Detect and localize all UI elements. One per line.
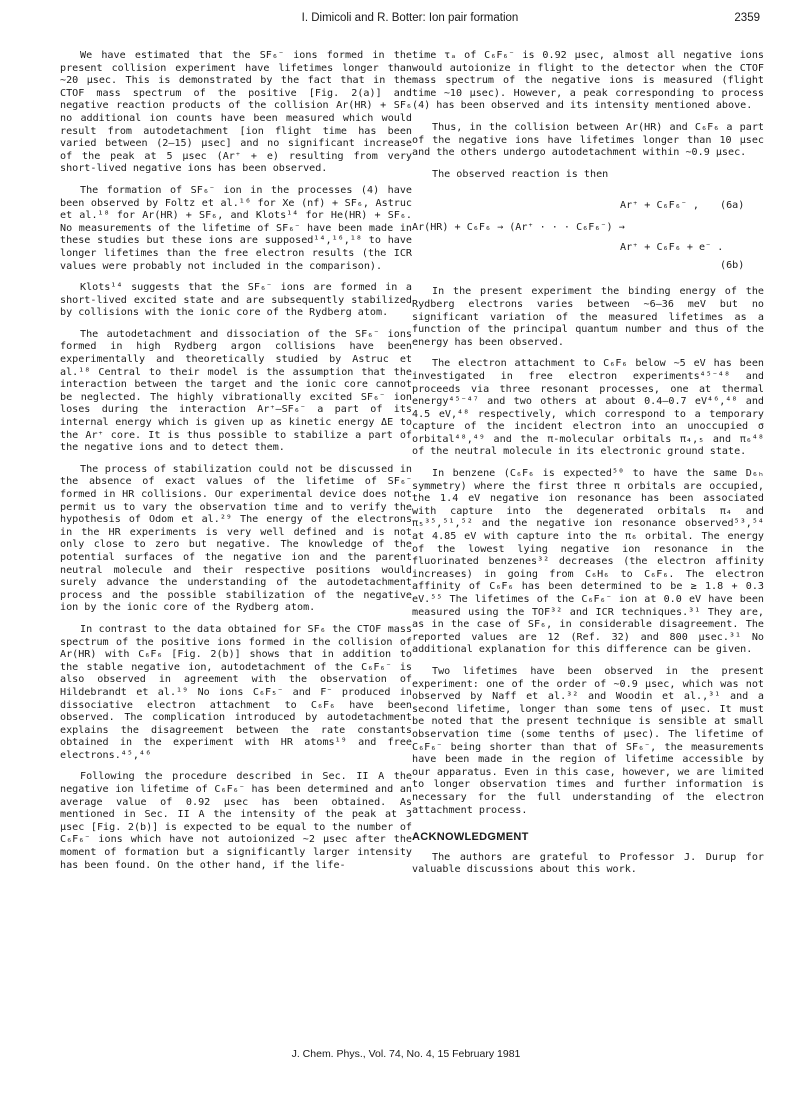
paragraph: Following the procedure described in Sec. II A the negative ion lifetime of C₆F₆⁻ has been determined and an average value of 0.92 μsec has been obtained. As mentioned in Sec. II A the intensity of the peak at 3 μsec [Fig. 2(b)] is expected to be equal to the number of C₆F₆⁻ ions which have not autoionized ~2 μsec after the moment of formation but a significantly larger intensity has been found. On the other hand, if the life-	[60, 771, 412, 871]
paragraph: We have estimated that the SF₆⁻ ions formed in the present collision experiment have lifetimes longer than ~20 μsec. This is demonstrated by the fact that in the CTOF mass spectrum of the positive [Fig. 2(a)] and negative reaction products of the collision Ar(HR) + SF₆ no additional ion counts have been measured which would result from autodetachment [ion flight time has been varied between (2–15) μsec] and no significant increase of the peak at 5 μsec (Ar⁺ + e) resulting from very short-lived negative ions has been observed.	[60, 50, 412, 175]
paragraph: Two lifetimes have been observed in the present experiment: one of the order of ~0.9 μsec, which was not observed by Naff et al.³² and Woodin et al.,³¹ and a second lifetime, longer than some tens of μsec. It must be noted that the present technique is sensible at small observation time (some tenths of μsec). The lifetime of C₆F₆⁻ being shorter than that of SF₆⁻, the measurements have been made in the region of lifetime accessible by our apparatus. Even in this case, however, we are limited to longer observation times and further information is necessary for the full understanding of the electron attachment process.	[412, 665, 764, 816]
equation-branch-b: Ar⁺ + C₆F₆ + e⁻ .	[620, 242, 724, 254]
acknowledgment-heading: ACKNOWLEDGMENT	[412, 831, 529, 844]
paragraph: Thus, in the collision between Ar(HR) and C₆F₆ a part of the negative ions have lifetimes longer than 10 μsec and the others undergo autodetachment within ~0.9 μsec.	[412, 121, 764, 159]
page-number: 2359	[734, 12, 760, 24]
paragraph: The formation of SF₆⁻ ion in the processes (4) have been observed by Foltz et al.¹⁶ for Xe (nf) + SF₆, Astruc et al.¹⁸ for Ar(HR) + SF₆, and Klots¹⁴ for He(HR) + SF₆. No measurements of the lifetime of SF₆⁻ have been made in these studies but these ions are supposed¹⁴,¹⁶,¹⁸ to have longer lifetimes than the free electron results (the ICR values were probably not included in the comparison).	[60, 184, 412, 272]
right-column	[412, 50, 764, 886]
equation-lhs: Ar(HR) + C₆F₆ → (Ar⁺ · · · C₆F₆⁻) →	[412, 222, 625, 234]
paragraph: In contrast to the data obtained for SF₆ the CTOF mass spectrum of the positive ions formed in the collision of Ar(HR) with C₆F₆ [Fig. 2(b)] shows that in addition to the stable negative ion, autodetachment of the C₆F₆⁻ is also observed in agreement with the observation of Hildebrandt et al.¹⁹ No ions C₆F₅⁻ and F⁻ produced in dissociative electron attachment to C₆F₆ have been observed. The complication introduced by autodetachment explains the disagreement between the rate constants obtained in the experiment with HR atoms¹⁹ and free electrons.⁴⁵,⁴⁶	[60, 623, 412, 761]
reaction-equation	[412, 190, 764, 276]
equation-label-b: (6b)	[720, 260, 745, 272]
paragraph: In the present experiment the binding energy of the Rydberg electrons varies between ~6–36 meV but no significant variation of the measured lifetimes as a function of the principal quantum number and thus of the energy has been observed.	[412, 286, 764, 348]
left-column	[60, 50, 412, 881]
paragraph: Klots¹⁴ suggests that the SF₆⁻ ions are formed in a short-lived excited state and are subsequently stabilized by collisions with the ionic core of the Rydberg atom.	[60, 282, 412, 319]
paragraph: The observed reaction is then	[432, 168, 609, 180]
paragraph: In benzene (C₆F₆ is expected⁵⁰ to have the same D₆ₕ symmetry) where the first three π orbitals are occupied, the 1.4 eV negative ion resonance has been associated with capture into the degenerated orbitals π₄ and π₅³⁵,⁵¹,⁵² and the negative ion resonance observed⁵³,⁵⁴ at 4.85 eV with capture into the π₆ orbital. The energy of the lowest lying negative ion resonance in the fluorinated benzenes³² decreases (the electron affinity increases) in going from C₆H₆ to C₆F₆. The electron affinity of C₆F₆ has been determined to be ≥ 1.8 + 0.3 eV.⁵⁵ The lifetimes of the C₆F₆⁻ ion at 0.0 eV have been measured using the TOF³² and ICR techniques.³¹ They are, as in the case of SF₆, in considerable disagreement. The reported values are 12 (Ref. 32) and 800 μsec.³¹ No additional explanation for this difference can be given.	[412, 468, 764, 656]
running-title: I. Dimicoli and R. Botter: Ion pair formation	[301, 12, 519, 24]
paragraph: The autodetachment and dissociation of the SF₆⁻ ions formed in high Rydberg argon collisions have been experimentally and theoretically studied by Astruc et al.¹⁸ Central to their model is the assumption that the interaction between the target and the ionic core cannot be neglected. The highly vibrationally excited SF₆⁻ ion loses during the interaction Ar⁺–SF₆⁻ a part of its internal energy which is given up as kinetic energy ΔE to the Ar⁺ core. It is thus possible to stabilize a part of the negative ions and to detect them.	[60, 328, 412, 454]
paragraph: The process of stabilization could not be discussed in the absence of exact values of the lifetime of SF₆⁻ formed in HR collisions. Our experimental device does not permit us to vary the observation time and to verify the hypothesis of Odom et al.²⁹ The energy of the electrons in the HR experiments is very well defined and is not only close to zero but negative. The knowledge of the potential surfaces of the negative ion and the parent neutral molecule and their respective positions would surely advance the understanding of the autodetachment process and the possible stabilization of the negative ion by the ionic core of the Rydberg atom.	[60, 463, 412, 614]
paragraph: The electron attachment to C₆F₆ below ~5 eV has been investigated in free electron experiments⁴⁵⁻⁴⁸ and proceeds via three resonant processes, one at thermal energy⁴⁵⁻⁴⁷ and two others at about 0.4–0.7 eV⁴⁶,⁴⁸ and 4.5 eV,⁴⁸ respectively, which correspond to a temporary capture of the incident electron into an unoccupied σ orbital⁴⁸,⁴⁹ and the π-molecular orbitals π₄,₅ and π₆⁴⁸ of the neutral molecule in its electronic ground state.	[412, 358, 764, 458]
running-header	[60, 12, 760, 32]
journal-footer: J. Chem. Phys., Vol. 74, No. 4, 15 February 1981	[291, 1048, 521, 1060]
paragraph: time τₐ of C₆F₆⁻ is 0.92 μsec, almost all negative ions would autoionize in flight to the detector when the CTOF mass spectrum of the negative ions is measured (flight time ~10 μsec). However, a peak corresponding to process (4) has been observed and its intensity mentioned above.	[412, 50, 764, 112]
acknowledgment-text: The authors are grateful to Professor J. Durup for valuable discussions about this work.	[412, 851, 764, 876]
equation-label-a: (6a)	[720, 200, 745, 212]
equation-branch-a: Ar⁺ + C₆F₆⁻ ,	[620, 200, 700, 212]
